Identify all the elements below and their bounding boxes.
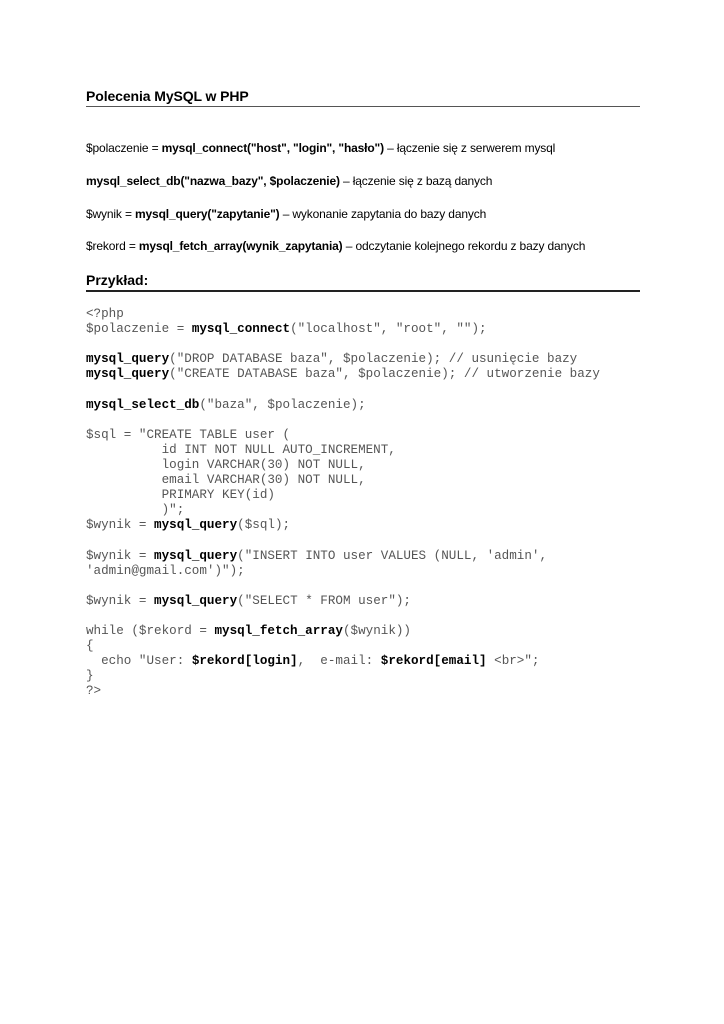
code-line (86, 473, 366, 487)
code-function: mysql_connect (191, 322, 291, 337)
code-text: <?php (86, 307, 124, 321)
code-text: } (86, 669, 94, 684)
command-fetch-array (86, 239, 585, 253)
code-line (86, 549, 547, 563)
title-divider (86, 106, 640, 107)
code-text: $wynik = (86, 518, 155, 533)
code-variable: $rekord[email] (380, 654, 487, 669)
command-prefix: $wynik = (86, 207, 136, 221)
code-text: ?> (86, 684, 102, 699)
code-function: mysql_select_db (86, 397, 200, 412)
code-function: mysql_query (86, 367, 170, 382)
code-text: echo "User: (86, 654, 192, 669)
code-line (86, 398, 366, 412)
code-function: mysql_query (154, 593, 238, 608)
command-code: mysql_query("zapytanie") (135, 207, 280, 221)
code-line (86, 488, 275, 502)
command-prefix: $polaczenie = (86, 141, 162, 155)
code-text: ("localhost", "root", ""); (290, 322, 487, 337)
command-description: – łączenie się z serwerem mysql (383, 141, 556, 155)
command-prefix: $rekord = (86, 239, 139, 253)
code-text: ("CREATE DATABASE baza", $polaczenie); // utworzenie bazy (169, 367, 600, 382)
code-example (86, 307, 600, 699)
code-text: , e-mail: (297, 654, 381, 669)
page-title: Polecenia MySQL w PHP (86, 88, 249, 104)
command-select-db (86, 174, 492, 188)
command-query (86, 207, 486, 221)
code-function: mysql_query (154, 548, 238, 563)
code-text: )"; (86, 503, 185, 518)
command-code: mysql_connect("host", "login", "hasło") (161, 141, 384, 155)
code-text: ("DROP DATABASE baza", $polaczenie); // usunięcie bazy (169, 352, 578, 367)
code-text: $polaczenie = (86, 322, 192, 337)
command-description: – łączenie się z bazą danych (339, 174, 493, 188)
code-variable: $rekord[login] (191, 654, 298, 669)
code-text: 'admin@gmail.com')"); (86, 563, 245, 578)
example-divider (86, 290, 640, 292)
code-line (86, 352, 577, 366)
code-text: PRIMARY KEY(id) (86, 488, 275, 503)
code-line (86, 594, 411, 608)
code-line (86, 624, 411, 638)
code-line (86, 684, 101, 698)
code-text: <br>"; (486, 654, 540, 669)
code-function: mysql_fetch_array (214, 623, 343, 638)
code-line (86, 564, 245, 578)
command-code: mysql_select_db("nazwa_bazy", $polaczenie) (86, 174, 340, 188)
code-function: mysql_query (154, 518, 238, 533)
code-text: ("INSERT INTO user VALUES (NULL, 'admin', (237, 548, 548, 563)
code-text: while ($rekord = (86, 623, 215, 638)
code-line (86, 307, 124, 321)
code-text: $wynik = (86, 548, 155, 563)
code-line (86, 428, 290, 442)
code-text: ($sql); (237, 518, 291, 533)
code-text: id INT NOT NULL AUTO_INCREMENT, (86, 442, 396, 457)
code-text: email VARCHAR(30) NOT NULL, (86, 473, 366, 488)
code-line (86, 503, 184, 517)
code-line (86, 443, 396, 457)
code-text: login VARCHAR(30) NOT NULL, (86, 457, 366, 472)
code-line (86, 654, 539, 668)
code-line (86, 367, 600, 381)
command-description: – wykonanie zapytania do bazy danych (279, 207, 487, 221)
command-description: – odczytanie kolejnego rekordu z bazy danych (342, 239, 586, 253)
example-heading: Przykład: (86, 272, 149, 288)
command-connect (86, 141, 555, 155)
code-text: ("baza", $polaczenie); (199, 397, 366, 412)
code-text: ($wynik)) (342, 623, 411, 638)
code-text: $sql = "CREATE TABLE user ( (86, 427, 291, 442)
code-line (86, 518, 290, 532)
code-line (86, 669, 94, 683)
code-text: $wynik = (86, 593, 155, 608)
code-function: mysql_query (86, 352, 170, 367)
code-text: ("SELECT * FROM user"); (237, 593, 411, 608)
command-code: mysql_fetch_array(wynik_zapytania) (138, 239, 343, 253)
code-line (86, 639, 94, 653)
code-line (86, 322, 487, 336)
code-line (86, 458, 366, 472)
code-text: { (86, 639, 94, 654)
